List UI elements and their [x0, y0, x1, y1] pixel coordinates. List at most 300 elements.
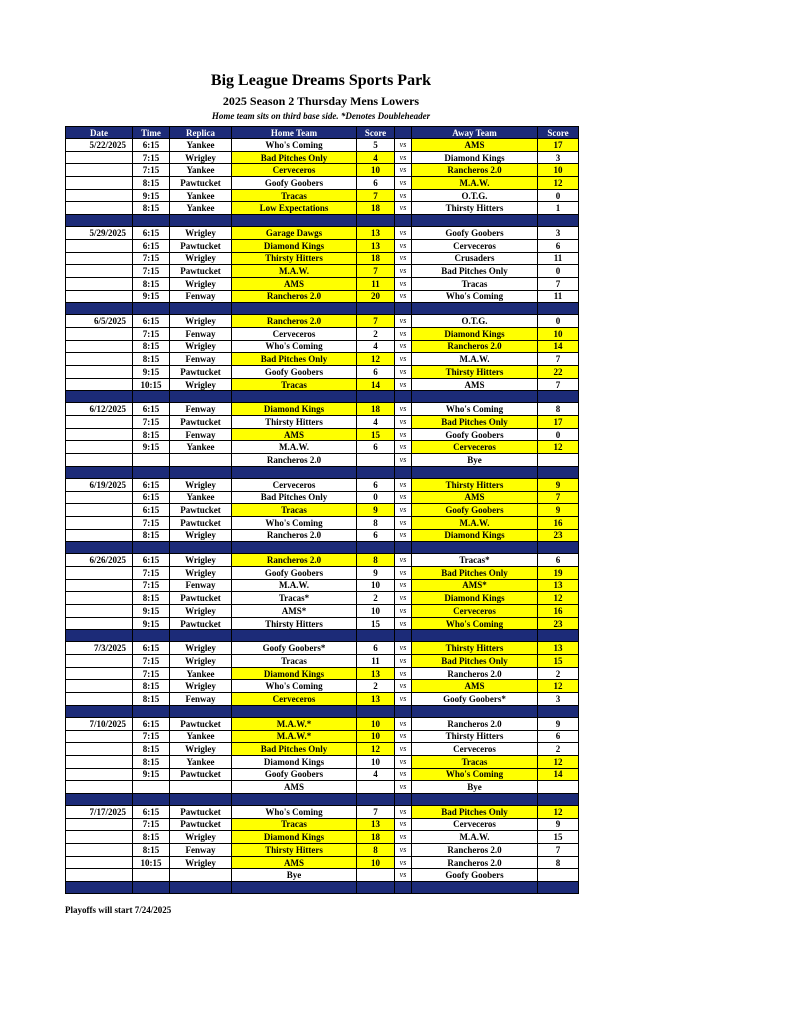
- game-date: [66, 252, 133, 265]
- game-date: [66, 202, 133, 215]
- home-score: 4: [357, 768, 395, 781]
- separator-cell: [412, 391, 538, 403]
- separator-cell: [170, 630, 232, 642]
- separator-cell: [357, 882, 395, 894]
- separator-cell: [395, 793, 412, 805]
- vs-label: vs: [395, 844, 412, 857]
- game-time: 7:15: [133, 164, 170, 177]
- game-time: 8:15: [133, 680, 170, 693]
- game-date: [66, 504, 133, 517]
- game-time: 8:15: [133, 177, 170, 190]
- vs-label: vs: [395, 516, 412, 529]
- game-field: Pawtucket: [170, 366, 232, 379]
- home-team: Goofy Goobers: [232, 768, 357, 781]
- away-score: [538, 869, 579, 882]
- away-score: 15: [538, 655, 579, 668]
- game-time: 8:15: [133, 743, 170, 756]
- game-date: 6/19/2025: [66, 478, 133, 491]
- separator-cell: [538, 542, 579, 554]
- game-field: Wrigley: [170, 743, 232, 756]
- table-row: [66, 189, 579, 202]
- game-time: 7:15: [133, 818, 170, 831]
- table-row: [66, 642, 579, 655]
- away-score: 12: [538, 755, 579, 768]
- separator-cell: [133, 303, 170, 315]
- home-score: 0: [357, 491, 395, 504]
- separator-cell: [133, 542, 170, 554]
- home-score: 2: [357, 592, 395, 605]
- away-team: Cerveceros: [412, 239, 538, 252]
- away-team: Rancheros 2.0: [412, 856, 538, 869]
- home-score: 6: [357, 478, 395, 491]
- table-row: [66, 403, 579, 416]
- away-score: 15: [538, 831, 579, 844]
- home-team: Goofy Goobers: [232, 566, 357, 579]
- away-score: [538, 454, 579, 467]
- home-score: 2: [357, 680, 395, 693]
- vs-label: vs: [395, 151, 412, 164]
- vs-label: vs: [395, 189, 412, 202]
- away-team: Diamond Kings: [412, 151, 538, 164]
- game-field: Yankee: [170, 441, 232, 454]
- away-team: Cerveceros: [412, 441, 538, 454]
- separator-cell: [66, 391, 133, 403]
- away-team: AMS*: [412, 579, 538, 592]
- away-score: 10: [538, 164, 579, 177]
- away-team: Goofy Goobers: [412, 504, 538, 517]
- game-field: Wrigley: [170, 856, 232, 869]
- game-time: 9:15: [133, 290, 170, 303]
- away-team: Who's Coming: [412, 768, 538, 781]
- game-time: 8:15: [133, 353, 170, 366]
- game-time: 6:15: [133, 805, 170, 818]
- table-row: [66, 592, 579, 605]
- game-date: [66, 353, 133, 366]
- game-date: [66, 239, 133, 252]
- home-team: Garage Dawgs: [232, 227, 357, 240]
- separator-cell: [412, 630, 538, 642]
- vs-label: vs: [395, 265, 412, 278]
- game-date: [66, 151, 133, 164]
- game-field: Pawtucket: [170, 805, 232, 818]
- away-team: Thirsty Hitters: [412, 366, 538, 379]
- home-score: 7: [357, 315, 395, 328]
- game-time: 8:15: [133, 755, 170, 768]
- vs-label: vs: [395, 353, 412, 366]
- home-score: 7: [357, 265, 395, 278]
- separator-cell: [395, 466, 412, 478]
- game-field: Fenway: [170, 693, 232, 706]
- away-team: Tracas*: [412, 554, 538, 567]
- away-score: 3: [538, 693, 579, 706]
- away-score: 17: [538, 416, 579, 429]
- separator-cell: [66, 793, 133, 805]
- vs-label: vs: [395, 177, 412, 190]
- vs-label: vs: [395, 642, 412, 655]
- separator-cell: [66, 630, 133, 642]
- home-team: M.A.W.*: [232, 717, 357, 730]
- away-score: 12: [538, 441, 579, 454]
- vs-label: vs: [395, 579, 412, 592]
- home-team: Cerveceros: [232, 693, 357, 706]
- home-team: AMS: [232, 428, 357, 441]
- game-time: [133, 454, 170, 467]
- away-score: 3: [538, 151, 579, 164]
- separator-cell: [133, 215, 170, 227]
- game-time: 9:15: [133, 366, 170, 379]
- table-row: [66, 655, 579, 668]
- vs-label: vs: [395, 366, 412, 379]
- game-date: [66, 416, 133, 429]
- vs-label: vs: [395, 805, 412, 818]
- home-team: Thirsty Hitters: [232, 617, 357, 630]
- vs-label: vs: [395, 491, 412, 504]
- away-team: Bye: [412, 454, 538, 467]
- home-score: 5: [357, 139, 395, 152]
- separator-cell: [232, 466, 357, 478]
- separator-cell: [232, 882, 357, 894]
- col-header-home-team: Home Team: [232, 127, 357, 139]
- game-time: 7:15: [133, 151, 170, 164]
- game-field: Wrigley: [170, 340, 232, 353]
- home-score: 4: [357, 151, 395, 164]
- home-score: 10: [357, 164, 395, 177]
- separator-cell: [232, 215, 357, 227]
- game-time: 6:15: [133, 315, 170, 328]
- game-date: [66, 428, 133, 441]
- separator-cell: [395, 705, 412, 717]
- away-score: 9: [538, 818, 579, 831]
- home-score: 18: [357, 252, 395, 265]
- away-team: Thirsty Hitters: [412, 730, 538, 743]
- home-team: Who's Coming: [232, 340, 357, 353]
- home-score: 11: [357, 277, 395, 290]
- vs-label: vs: [395, 340, 412, 353]
- away-team: Bad Pitches Only: [412, 805, 538, 818]
- game-date: [66, 755, 133, 768]
- separator-cell: [66, 466, 133, 478]
- separator-cell: [232, 542, 357, 554]
- table-row: [66, 454, 579, 467]
- separator-cell: [232, 303, 357, 315]
- week-separator: [66, 391, 579, 403]
- vs-label: vs: [395, 743, 412, 756]
- away-score: 14: [538, 768, 579, 781]
- game-field: [170, 781, 232, 794]
- away-score: 0: [538, 189, 579, 202]
- table-row: [66, 239, 579, 252]
- game-time: 6:15: [133, 642, 170, 655]
- separator-cell: [538, 793, 579, 805]
- table-row: [66, 755, 579, 768]
- separator-cell: [412, 466, 538, 478]
- table-row: [66, 781, 579, 794]
- game-time: 7:15: [133, 655, 170, 668]
- separator-cell: [357, 630, 395, 642]
- separator-cell: [412, 882, 538, 894]
- vs-label: vs: [395, 566, 412, 579]
- game-field: Wrigley: [170, 605, 232, 618]
- away-score: 23: [538, 529, 579, 542]
- game-field: Yankee: [170, 730, 232, 743]
- table-row: [66, 504, 579, 517]
- vs-label: vs: [395, 730, 412, 743]
- week-separator: [66, 793, 579, 805]
- away-score: 7: [538, 353, 579, 366]
- table-row: [66, 617, 579, 630]
- separator-cell: [357, 215, 395, 227]
- home-team: Bad Pitches Only: [232, 353, 357, 366]
- separator-cell: [357, 466, 395, 478]
- game-time: 7:15: [133, 327, 170, 340]
- game-field: Fenway: [170, 353, 232, 366]
- game-date: [66, 529, 133, 542]
- away-team: O.T.G.: [412, 189, 538, 202]
- away-team: Cerveceros: [412, 818, 538, 831]
- game-date: [66, 869, 133, 882]
- vs-label: vs: [395, 504, 412, 517]
- home-score: 9: [357, 504, 395, 517]
- game-time: [133, 781, 170, 794]
- week-separator: [66, 215, 579, 227]
- game-date: [66, 579, 133, 592]
- game-date: [66, 605, 133, 618]
- game-field: Yankee: [170, 189, 232, 202]
- vs-label: vs: [395, 755, 412, 768]
- separator-cell: [357, 705, 395, 717]
- separator-cell: [395, 303, 412, 315]
- away-score: 1: [538, 202, 579, 215]
- separator-cell: [412, 303, 538, 315]
- home-team: Cerveceros: [232, 478, 357, 491]
- away-team: AMS: [412, 491, 538, 504]
- game-field: Fenway: [170, 428, 232, 441]
- home-score: 18: [357, 831, 395, 844]
- game-time: 6:15: [133, 139, 170, 152]
- home-score: 18: [357, 202, 395, 215]
- away-score: 9: [538, 504, 579, 517]
- table-row: [66, 366, 579, 379]
- away-team: M.A.W.: [412, 177, 538, 190]
- game-date: 6/12/2025: [66, 403, 133, 416]
- table-row: [66, 265, 579, 278]
- game-field: Fenway: [170, 290, 232, 303]
- home-score: 10: [357, 717, 395, 730]
- home-score: [357, 781, 395, 794]
- home-score: 6: [357, 529, 395, 542]
- game-date: [66, 781, 133, 794]
- vs-label: vs: [395, 680, 412, 693]
- separator-cell: [412, 542, 538, 554]
- home-team: Bye: [232, 869, 357, 882]
- game-field: Pawtucket: [170, 516, 232, 529]
- away-score: 7: [538, 491, 579, 504]
- game-field: Wrigley: [170, 151, 232, 164]
- game-time: 8:15: [133, 277, 170, 290]
- separator-cell: [133, 630, 170, 642]
- game-field: Wrigley: [170, 227, 232, 240]
- away-score: 6: [538, 554, 579, 567]
- away-score: 9: [538, 478, 579, 491]
- page-subtitle: 2025 Season 2 Thursday Mens Lowers: [222, 94, 420, 108]
- table-row: [66, 378, 579, 391]
- game-date: 7/17/2025: [66, 805, 133, 818]
- away-team: Bad Pitches Only: [412, 416, 538, 429]
- away-score: 7: [538, 277, 579, 290]
- away-team: Diamond Kings: [412, 327, 538, 340]
- game-date: [66, 680, 133, 693]
- game-field: [170, 869, 232, 882]
- week-separator: [66, 466, 579, 478]
- away-team: Diamond Kings: [412, 592, 538, 605]
- home-team: Bad Pitches Only: [232, 151, 357, 164]
- home-team: M.A.W.*: [232, 730, 357, 743]
- vs-label: vs: [395, 554, 412, 567]
- vs-label: vs: [395, 441, 412, 454]
- vs-label: vs: [395, 869, 412, 882]
- home-team: Thirsty Hitters: [232, 416, 357, 429]
- game-date: [66, 177, 133, 190]
- vs-label: vs: [395, 478, 412, 491]
- vs-label: vs: [395, 315, 412, 328]
- vs-label: vs: [395, 252, 412, 265]
- home-score: 15: [357, 428, 395, 441]
- home-score: 13: [357, 818, 395, 831]
- away-score: 22: [538, 366, 579, 379]
- table-row: [66, 818, 579, 831]
- game-date: 6/5/2025: [66, 315, 133, 328]
- table-header-row: [66, 127, 579, 139]
- home-score: 6: [357, 366, 395, 379]
- home-score: 2: [357, 327, 395, 340]
- game-date: [66, 378, 133, 391]
- home-team: Diamond Kings: [232, 755, 357, 768]
- table-row: [66, 554, 579, 567]
- home-team: Diamond Kings: [232, 831, 357, 844]
- home-team: Diamond Kings: [232, 667, 357, 680]
- col-header-time: Time: [133, 127, 170, 139]
- away-team: Cerveceros: [412, 605, 538, 618]
- game-date: [66, 454, 133, 467]
- home-team: Tracas*: [232, 592, 357, 605]
- away-team: Rancheros 2.0: [412, 164, 538, 177]
- home-team: Goofy Goobers*: [232, 642, 357, 655]
- game-time: 7:15: [133, 566, 170, 579]
- away-score: 6: [538, 730, 579, 743]
- away-team: AMS: [412, 139, 538, 152]
- vs-label: vs: [395, 139, 412, 152]
- game-time: 6:15: [133, 504, 170, 517]
- col-header-home-score: Score: [357, 127, 395, 139]
- away-team: Bad Pitches Only: [412, 265, 538, 278]
- game-date: [66, 164, 133, 177]
- home-score: 6: [357, 642, 395, 655]
- game-time: 7:15: [133, 730, 170, 743]
- game-date: [66, 667, 133, 680]
- home-score: 15: [357, 617, 395, 630]
- game-date: [66, 566, 133, 579]
- vs-label: vs: [395, 717, 412, 730]
- game-date: [66, 743, 133, 756]
- away-score: 11: [538, 252, 579, 265]
- home-team: M.A.W.: [232, 579, 357, 592]
- separator-cell: [133, 705, 170, 717]
- vs-label: vs: [395, 605, 412, 618]
- col-header-replica: Replica: [170, 127, 232, 139]
- home-team: AMS*: [232, 605, 357, 618]
- page-title: Big League Dreams Sports Park: [210, 72, 432, 89]
- away-team: Cerveceros: [412, 743, 538, 756]
- table-row: [66, 353, 579, 366]
- home-team: Tracas: [232, 818, 357, 831]
- game-date: [66, 844, 133, 857]
- game-time: 7:15: [133, 579, 170, 592]
- separator-cell: [395, 542, 412, 554]
- game-time: 8:15: [133, 693, 170, 706]
- home-team: Goofy Goobers: [232, 177, 357, 190]
- game-field: Fenway: [170, 327, 232, 340]
- schedule-note: Home team sits on third base side. *Denotes Doubleheader: [211, 111, 431, 121]
- away-score: 13: [538, 579, 579, 592]
- separator-cell: [395, 630, 412, 642]
- game-date: 6/26/2025: [66, 554, 133, 567]
- table-row: [66, 478, 579, 491]
- game-field: Wrigley: [170, 529, 232, 542]
- home-score: 18: [357, 403, 395, 416]
- away-team: Goofy Goobers*: [412, 693, 538, 706]
- home-score: 20: [357, 290, 395, 303]
- separator-cell: [357, 542, 395, 554]
- away-score: 12: [538, 680, 579, 693]
- away-score: 12: [538, 805, 579, 818]
- away-team: Rancheros 2.0: [412, 717, 538, 730]
- separator-cell: [170, 793, 232, 805]
- home-team: Goofy Goobers: [232, 366, 357, 379]
- vs-label: vs: [395, 416, 412, 429]
- game-field: Wrigley: [170, 642, 232, 655]
- game-field: Fenway: [170, 844, 232, 857]
- away-score: 11: [538, 290, 579, 303]
- home-team: Bad Pitches Only: [232, 743, 357, 756]
- table-row: [66, 566, 579, 579]
- away-score: 9: [538, 717, 579, 730]
- game-date: 5/29/2025: [66, 227, 133, 240]
- vs-label: vs: [395, 239, 412, 252]
- away-team: M.A.W.: [412, 516, 538, 529]
- game-field: Fenway: [170, 579, 232, 592]
- table-row: [66, 667, 579, 680]
- home-score: [357, 454, 395, 467]
- game-date: [66, 768, 133, 781]
- home-score: 12: [357, 743, 395, 756]
- game-field: Pawtucket: [170, 592, 232, 605]
- home-team: Who's Coming: [232, 139, 357, 152]
- home-team: M.A.W.: [232, 265, 357, 278]
- table-row: [66, 252, 579, 265]
- away-team: AMS: [412, 378, 538, 391]
- game-field: Wrigley: [170, 378, 232, 391]
- home-team: M.A.W.: [232, 441, 357, 454]
- home-team: AMS: [232, 277, 357, 290]
- separator-cell: [170, 466, 232, 478]
- game-field: Wrigley: [170, 478, 232, 491]
- away-team: Diamond Kings: [412, 529, 538, 542]
- separator-cell: [395, 882, 412, 894]
- table-row: [66, 529, 579, 542]
- vs-label: vs: [395, 693, 412, 706]
- game-field: Yankee: [170, 202, 232, 215]
- separator-cell: [133, 793, 170, 805]
